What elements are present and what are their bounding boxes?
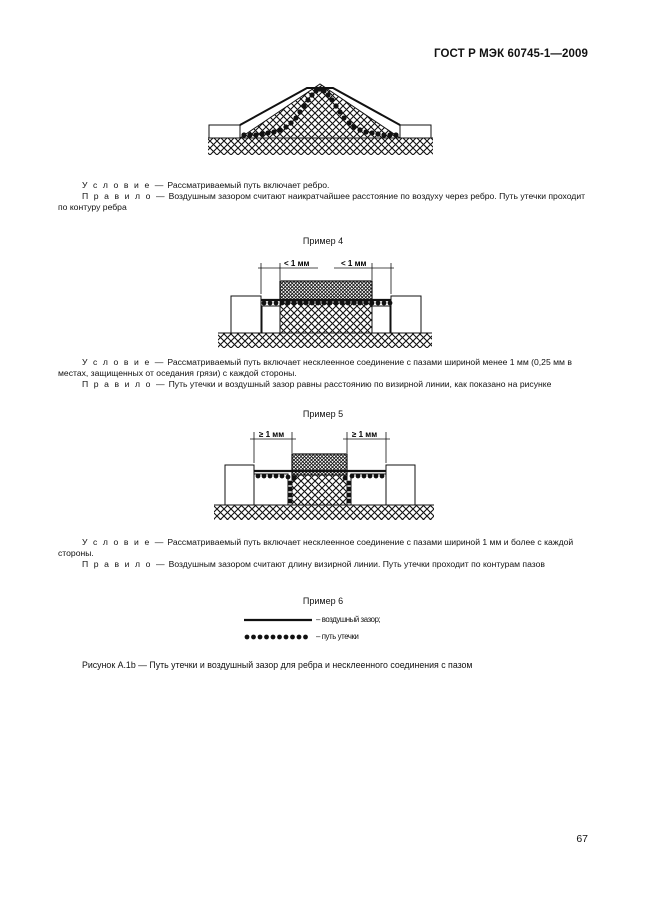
- left-inner-block: [262, 306, 280, 333]
- left-plate: [209, 125, 240, 138]
- right-inner-block: [372, 306, 390, 333]
- rule-text: Воздушным зазором считают наикратчайшее расстояние по воздуху через ребро. Путь утечки проходит по контуру ребра: [58, 191, 586, 212]
- dim-right-label: < 1 мм: [341, 259, 367, 268]
- rib-figure: [0, 78, 646, 160]
- standard-header: ГОСТ Р МЭК 60745-1—2009: [434, 48, 588, 60]
- page-number: 67: [576, 833, 588, 845]
- base-hatch: [208, 138, 433, 155]
- condition-text: Рассматриваемый путь включает несклеенное соединение с пазами шириной менее 1 мм (0,25 мм в местах, защищенных от оседания грязи) с каждой стороны.: [58, 357, 572, 378]
- left-inner-block: [254, 474, 288, 505]
- left-block: [231, 296, 261, 333]
- center-block: [280, 303, 372, 333]
- example-4-figure: [0, 250, 646, 350]
- condition-label: У с л о в и е —: [82, 180, 166, 190]
- dim-left-label: < 1 мм: [284, 259, 310, 268]
- example-5-title: Пример 5: [302, 409, 344, 419]
- example-4-title: Пример 4: [302, 236, 344, 246]
- right-block: [386, 465, 415, 505]
- condition-text: Рассматриваемый путь включает ребро.: [165, 180, 330, 190]
- center-block: [292, 475, 347, 505]
- condition-label: У с л о в и е —: [82, 537, 166, 547]
- example-6-title: Пример 6: [302, 596, 344, 606]
- figure-caption: Рисунок А.1b — Путь утечки и воздушный зазор для ребра и несклеенного соединения с пазом: [82, 660, 473, 670]
- condition-text: Рассматриваемый путь включает несклеенное соединение с пазами шириной 1 мм и более с каждой стороны.: [58, 537, 574, 558]
- dim-right-label: ≥ 1 мм: [352, 430, 378, 439]
- example-5-figure: [0, 425, 646, 525]
- example-5-description: [58, 537, 590, 570]
- right-block: [391, 296, 421, 333]
- dim-left-label: ≥ 1 мм: [259, 430, 285, 439]
- legend-leak-symbol: [244, 633, 316, 641]
- rule-label: П р а в и л о —: [82, 379, 167, 389]
- legend-leak-label: – путь утечки: [316, 632, 359, 641]
- example-4-description: [58, 357, 590, 390]
- rib-description: [58, 180, 590, 213]
- rule-label: П р а в и л о —: [82, 559, 167, 569]
- rule-text: Воздушным зазором считают длину визирной линии. Путь утечки проходит по контурам пазов: [166, 559, 545, 569]
- right-plate: [400, 125, 431, 138]
- rule-label: П р а в и л о —: [82, 191, 167, 201]
- legend-air-label: – воздушный зазор;: [316, 615, 381, 624]
- rule-text: Путь утечки и воздушный зазор равны расстоянию по визирной линии, как показано на рисунке: [166, 379, 552, 389]
- right-inner-block: [351, 474, 386, 505]
- condition-label: У с л о в и е —: [82, 357, 166, 367]
- left-block: [225, 465, 254, 505]
- top-block: [280, 281, 372, 301]
- legend-air-symbol: [244, 616, 316, 624]
